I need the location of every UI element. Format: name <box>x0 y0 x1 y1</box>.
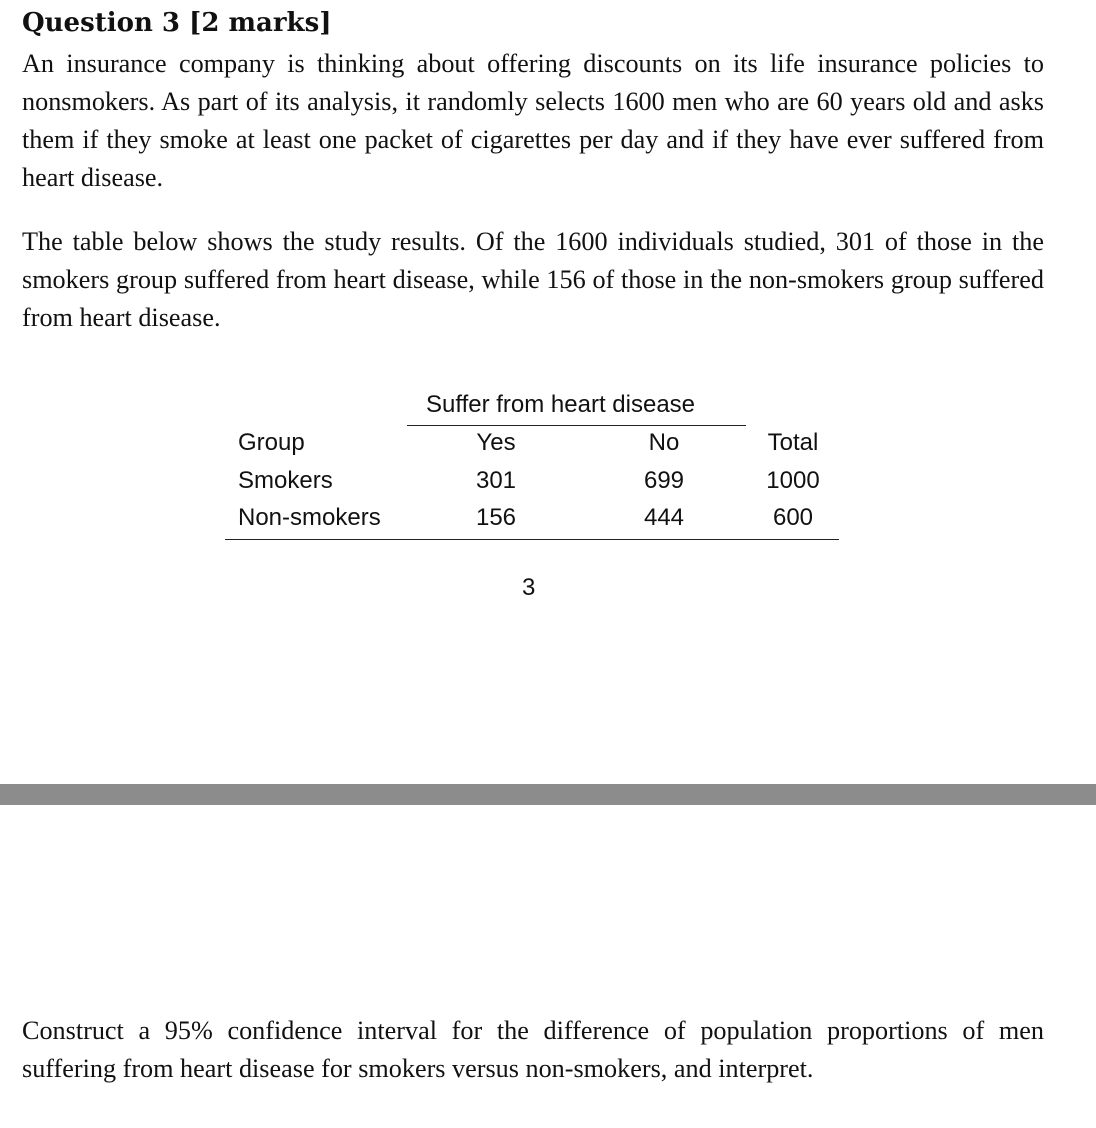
page-number: 3 <box>522 574 536 601</box>
table-cell-group: Non-smokers <box>238 504 381 531</box>
page-separator-bar <box>0 784 1096 805</box>
question-intro-paragraph: An insurance company is thinking about offering discounts on its life insurance policies to nonsmokers. As part of its analysis, it randomly selects 1600 men who are 60 years old and asks them if they smoke at least one packet of cigarettes per day and if they have ever suffered from heart disease. <box>22 49 1044 192</box>
table-cell-total: 600 <box>772 504 814 531</box>
table-cell-no: 699 <box>643 467 685 494</box>
table-cell-total: 1000 <box>766 467 820 494</box>
table-bottom-rule <box>225 539 839 540</box>
table-cell-group: Smokers <box>238 467 333 494</box>
table-header-total: Total <box>767 429 819 456</box>
table-intro-paragraph: The table below shows the study results. Of the 1600 individuals studied, 301 of those in the smokers group suffered from heart disease, while 156 of those in the non-smokers group suffered from heart disease. <box>22 227 1044 332</box>
table-cell-yes: 301 <box>475 467 517 494</box>
table-header-yes: Yes <box>476 429 516 456</box>
contingency-table <box>0 0 1096 560</box>
table-spanner-header: Suffer from heart disease <box>426 391 696 418</box>
table-spanner-rule <box>407 425 746 426</box>
table-header-no: No <box>648 429 680 456</box>
table-cell-yes: 156 <box>475 504 517 531</box>
question-heading: Question 3 [2 marks] <box>22 8 332 38</box>
table-cell-no: 444 <box>643 504 685 531</box>
task-paragraph: Construct a 95% confidence interval for the difference of population proportions of men suffering from heart disease for smokers versus non-smokers, and interpret. <box>22 1016 1044 1083</box>
table-header-group: Group <box>238 429 305 456</box>
